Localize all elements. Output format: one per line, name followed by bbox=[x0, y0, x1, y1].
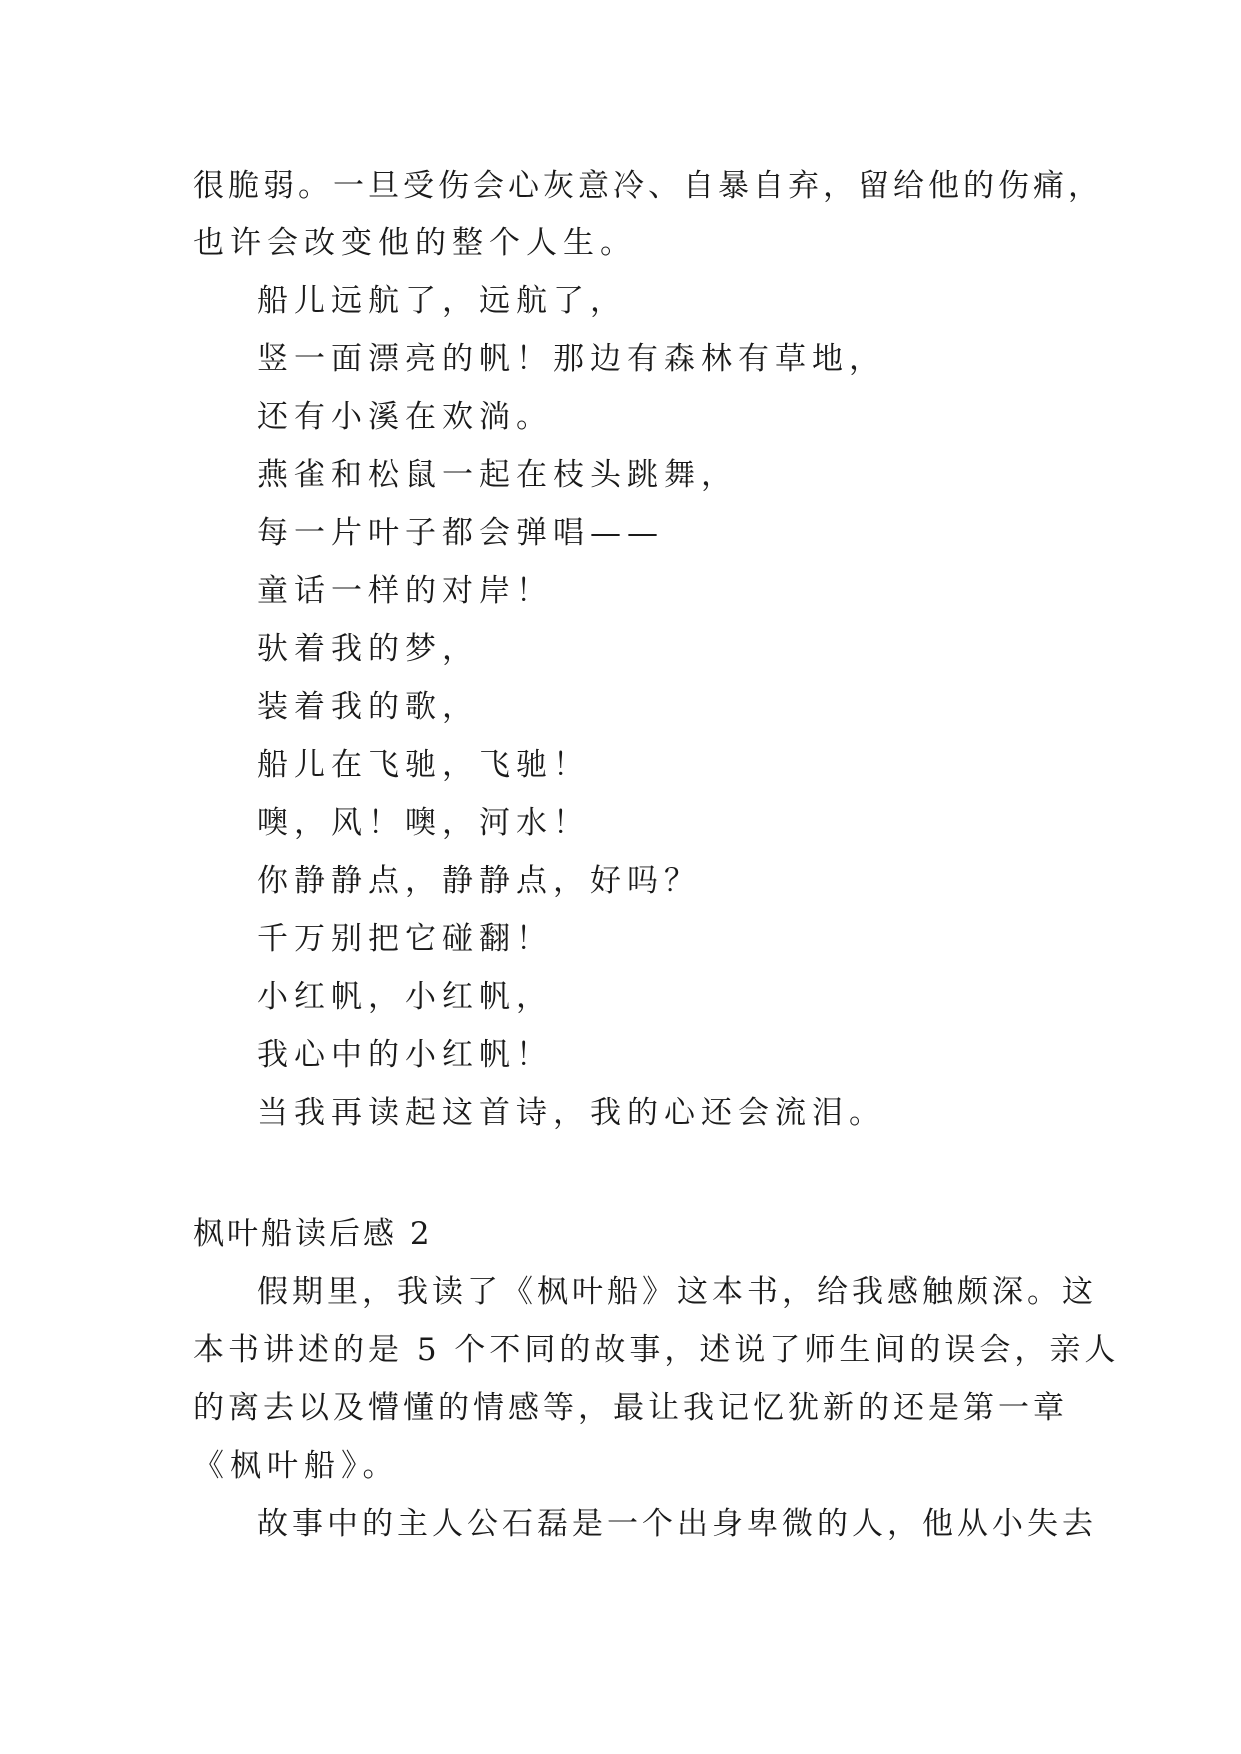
poem-line: 船儿在飞驰，飞驰！ bbox=[257, 747, 590, 783]
poem-line: 小红帆，小红帆， bbox=[257, 979, 553, 1015]
paragraph-line: 也许会改变他的整个人生。 bbox=[193, 225, 637, 261]
paragraph-line: 本书讲述的是 5 个不同的故事，述说了师生间的误会，亲人 bbox=[193, 1332, 1120, 1368]
poem-line: 船儿远航了，远航了， bbox=[257, 283, 627, 319]
poem-line: 噢，风！噢，河水！ bbox=[257, 805, 590, 841]
poem-line: 驮着我的梦， bbox=[257, 631, 479, 667]
poem-line: 童话一样的对岸！ bbox=[257, 573, 553, 609]
poem-line: 每一片叶子都会弹唱—— bbox=[257, 515, 664, 551]
paragraph-line: 假期里，我读了《枫叶船》这本书，给我感触颇深。这 bbox=[257, 1274, 1097, 1310]
poem-line: 燕雀和松鼠一起在枝头跳舞， bbox=[257, 457, 738, 493]
poem-line: 你静静点，静静点，好吗？ bbox=[257, 863, 701, 899]
poem-line: 装着我的歌， bbox=[257, 689, 479, 725]
poem-line: 还有小溪在欢淌。 bbox=[257, 399, 553, 435]
paragraph-line: 的离去以及懵懂的情感等，最让我记忆犹新的还是第一章 bbox=[193, 1390, 1068, 1426]
poem-line: 竖一面漂亮的帆！那边有森林有草地， bbox=[257, 341, 886, 377]
poem-line: 千万别把它碰翻！ bbox=[257, 921, 553, 957]
paragraph-line: 故事中的主人公石磊是一个出身卑微的人，他从小失去 bbox=[257, 1506, 1097, 1542]
section-heading: 枫叶船读后感 2 bbox=[193, 1216, 433, 1252]
paragraph-line: 很脆弱。一旦受伤会心灰意冷、自暴自弃，留给他的伤痛， bbox=[193, 168, 1103, 204]
paragraph-line: 《枫叶船》。 bbox=[193, 1448, 400, 1484]
poem-line: 当我再读起这首诗，我的心还会流泪。 bbox=[257, 1095, 886, 1131]
poem-line: 我心中的小红帆！ bbox=[257, 1037, 553, 1073]
